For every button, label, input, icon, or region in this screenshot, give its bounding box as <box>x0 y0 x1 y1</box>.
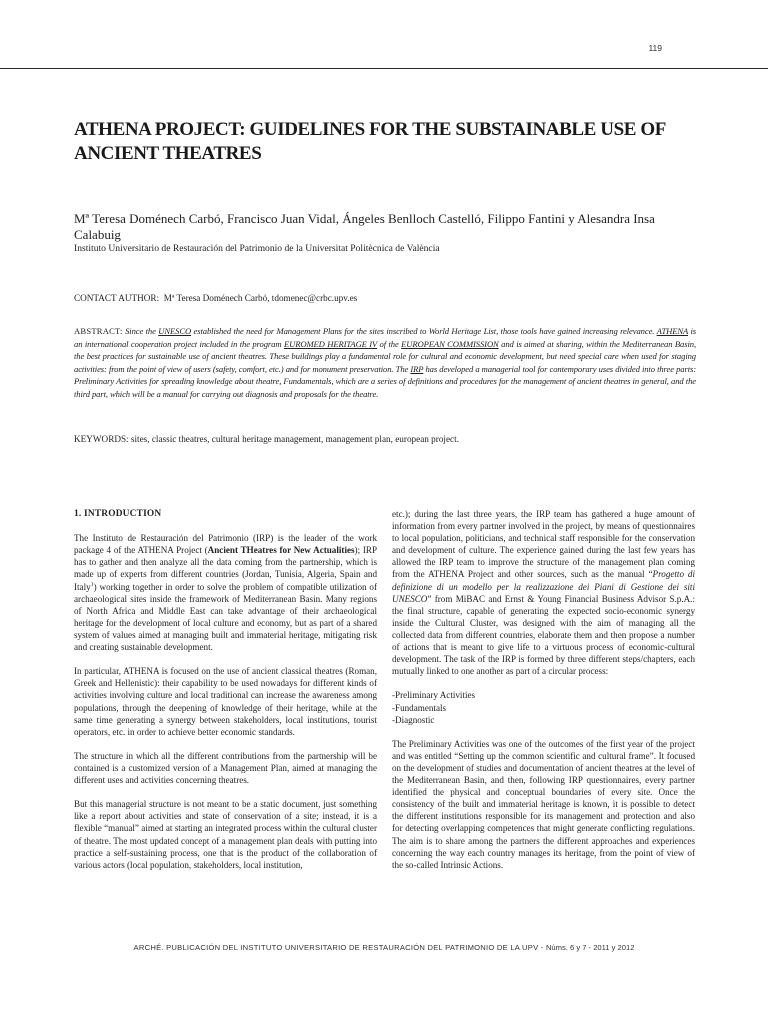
keywords <box>74 434 699 444</box>
paragraph-6: The Preliminary Activities was one of the outcomes of the first year of the project and was entitled “Setting up the common scientific and cultural frame”. It focused on the development of studies and documentation of ancient theatres at the level of the Mediterranean Basin, and then, following IRP questionnaires, every partner identified the physical and conceptual boundaries of every site. Once the consistency of the built and immaterial heritage is known, it is possible to detect the different institutions responsible for its management and protection and also for detecting overlapping competences that might generate conflicting regulations. The aim is to share among the partners the different approaches and experiences concerning the way each country manages its heritage, from the point of view of the so-called Intrinsic Actions. <box>392 738 695 870</box>
abstract-label: ABSTRACT: <box>74 326 123 336</box>
authors: Mª Teresa Doménech Carbó, Francisco Juan Vidal, Ángeles Benlloch Castelló, Filippo Fantini y Alesandra Insa Calabuig <box>74 211 655 242</box>
footer-issue: Núms. 6 y 7 - 2011 y 2012 <box>545 943 635 952</box>
contact-label: CONTACT AUTHOR: <box>74 293 160 303</box>
right-column <box>392 508 695 883</box>
paragraph-5: etc.); during the last three years, the IRP team has gathered a huge amount of information from every partner involved in the project, by means of questionnaires to local population, politicians, and technical staff responsible for the conservation and development of culture. The experience gained during the last few years has allowed the IRP team to improve the structure of the management plan coming from the ATHENA Project and other sources, such as the manual “Progetto di definizione di un modello per la realizzazione dei Piani di Gestione dei siti UNESCO” from MiBAC and Ernst & Young Financial Business Advisor S.p.A.: the final structure, capable of generating the expected socio-economic synergy inside the Cultural Cluster, was designed with the aim of managing all the collected data from different countries, elaborate them and then propose a number of actions that is meant to give life to a virtuous process of economic-cultural development. The task of the IRP is formed by three different steps/chapters, each mutually linked to one another as part of a circular process: <box>392 509 695 677</box>
abstract <box>74 325 696 400</box>
list-item: -Preliminary Activities <box>392 690 476 701</box>
contact-text: Mª Teresa Doménech Carbó, tdomenec@crbc.upv.es <box>163 293 358 303</box>
affiliation: Instituto Universitario de Restauración del Patrimonio de la Universitat Politècnica de València <box>74 243 440 254</box>
paragraph-2: In particular, ATHENA is focused on the use of ancient classical theatres (Roman, Greek and Hellenistic): their capability to be used nowadays for different kinds of activities involving culture and local traditional can increase the awareness among populations, through the deepening of knowledge of their heritage, while at the same time generating a synergy between stakeholders, local institutions, tourist operators, etc. in order to achieve better economic standards. <box>74 666 377 737</box>
keywords-label: KEYWORDS: <box>74 434 129 444</box>
steps-list <box>392 689 695 725</box>
paragraph-4: But this managerial structure is not meant to be a static document, just something like a report about activities and state of conservation of a site; instead, it is a flexible “manual” aimed at starting an integrated process within the cultural cluster of theatre. The most updated concept of a management plan deals with putting into practice a self-sustaining process, one that is the product of the collaboration of various actors (local population, stakeholders, local institution, <box>74 799 377 870</box>
page-number: 119 <box>648 43 662 53</box>
paper-title: ATHENA PROJECT: GUIDELINES FOR THE SUBSTAINABLE USE OF ANCIENT THEATRES <box>74 119 666 164</box>
contact-author <box>74 293 699 303</box>
abstract-text: Since the UNESCO established the need for Management Plans for the sites inscribed to World Heritage List, those tools have gained increasing relevance. ATHENA is an international cooperation project included in the program EUROMED HERITAGE IV of the EUROPEAN COMMISSION and is aimed at sharing, within the Mediterranean Basin, the best practices for sustainable use of ancient theatres. These buildings play a fundamental role for cultural and economic development, but need special care when used for staging activities: from the point of view of users (safety, comfort, etc.) and for monument preservation. The IRP has developed a managerial tool for contemporary uses divided into three parts: Preliminary Activities for spreading knowledge about theatre, Fundamentals, which are a series of definitions and procedures for the management of ancient theatres in general, and the third part, which will be a manual for carrying out diagnosis and proposals for the theatre. <box>74 326 696 399</box>
list-item: -Fundamentals <box>392 702 447 713</box>
list-item: -Diagnostic <box>392 714 435 725</box>
keywords-text: sites, classic theatres, cultural heritage management, management plan, european project. <box>130 434 459 444</box>
footer-journal: ARCHÉ. PUBLICACIÓN DEL INSTITUTO UNIVERSITARIO DE RESTAURACIÓN DEL PATRIMONIO DE LA UPV - <box>133 943 544 952</box>
section-heading-introduction: 1. INTRODUCTION <box>74 509 162 519</box>
paragraph-1: The Instituto de Restauración del Patrimonio (IRP) is the leader of the work package 4 of the ATHENA Project (Ancient THeatres for New Actualities); IRP has to gather and then analyze all the data coming from the partnership, which is made up of experts from different countries (Jordan, Tunisia, Algeria, Spain and Italy$^1$) working together in order to solve the problem of compatible utilization of archaeological sites inside the framework of Mediterranean Basin. Many regions of North Africa and Middle East can take advantage of their archaeological heritage for the development of local culture and economy, but as part of a shared system of values aimed at managing built and immaterial heritage, mitigating risk and creating sustainable development. <box>74 533 378 653</box>
header-rule <box>0 68 768 69</box>
footer <box>0 943 768 952</box>
paragraph-3: The structure in which all the different contributions from the partnership will be contained is a customized version of a Management Plan, aimed at managing the different uses and activities concerning theatres. <box>74 750 377 786</box>
left-column <box>74 508 377 883</box>
